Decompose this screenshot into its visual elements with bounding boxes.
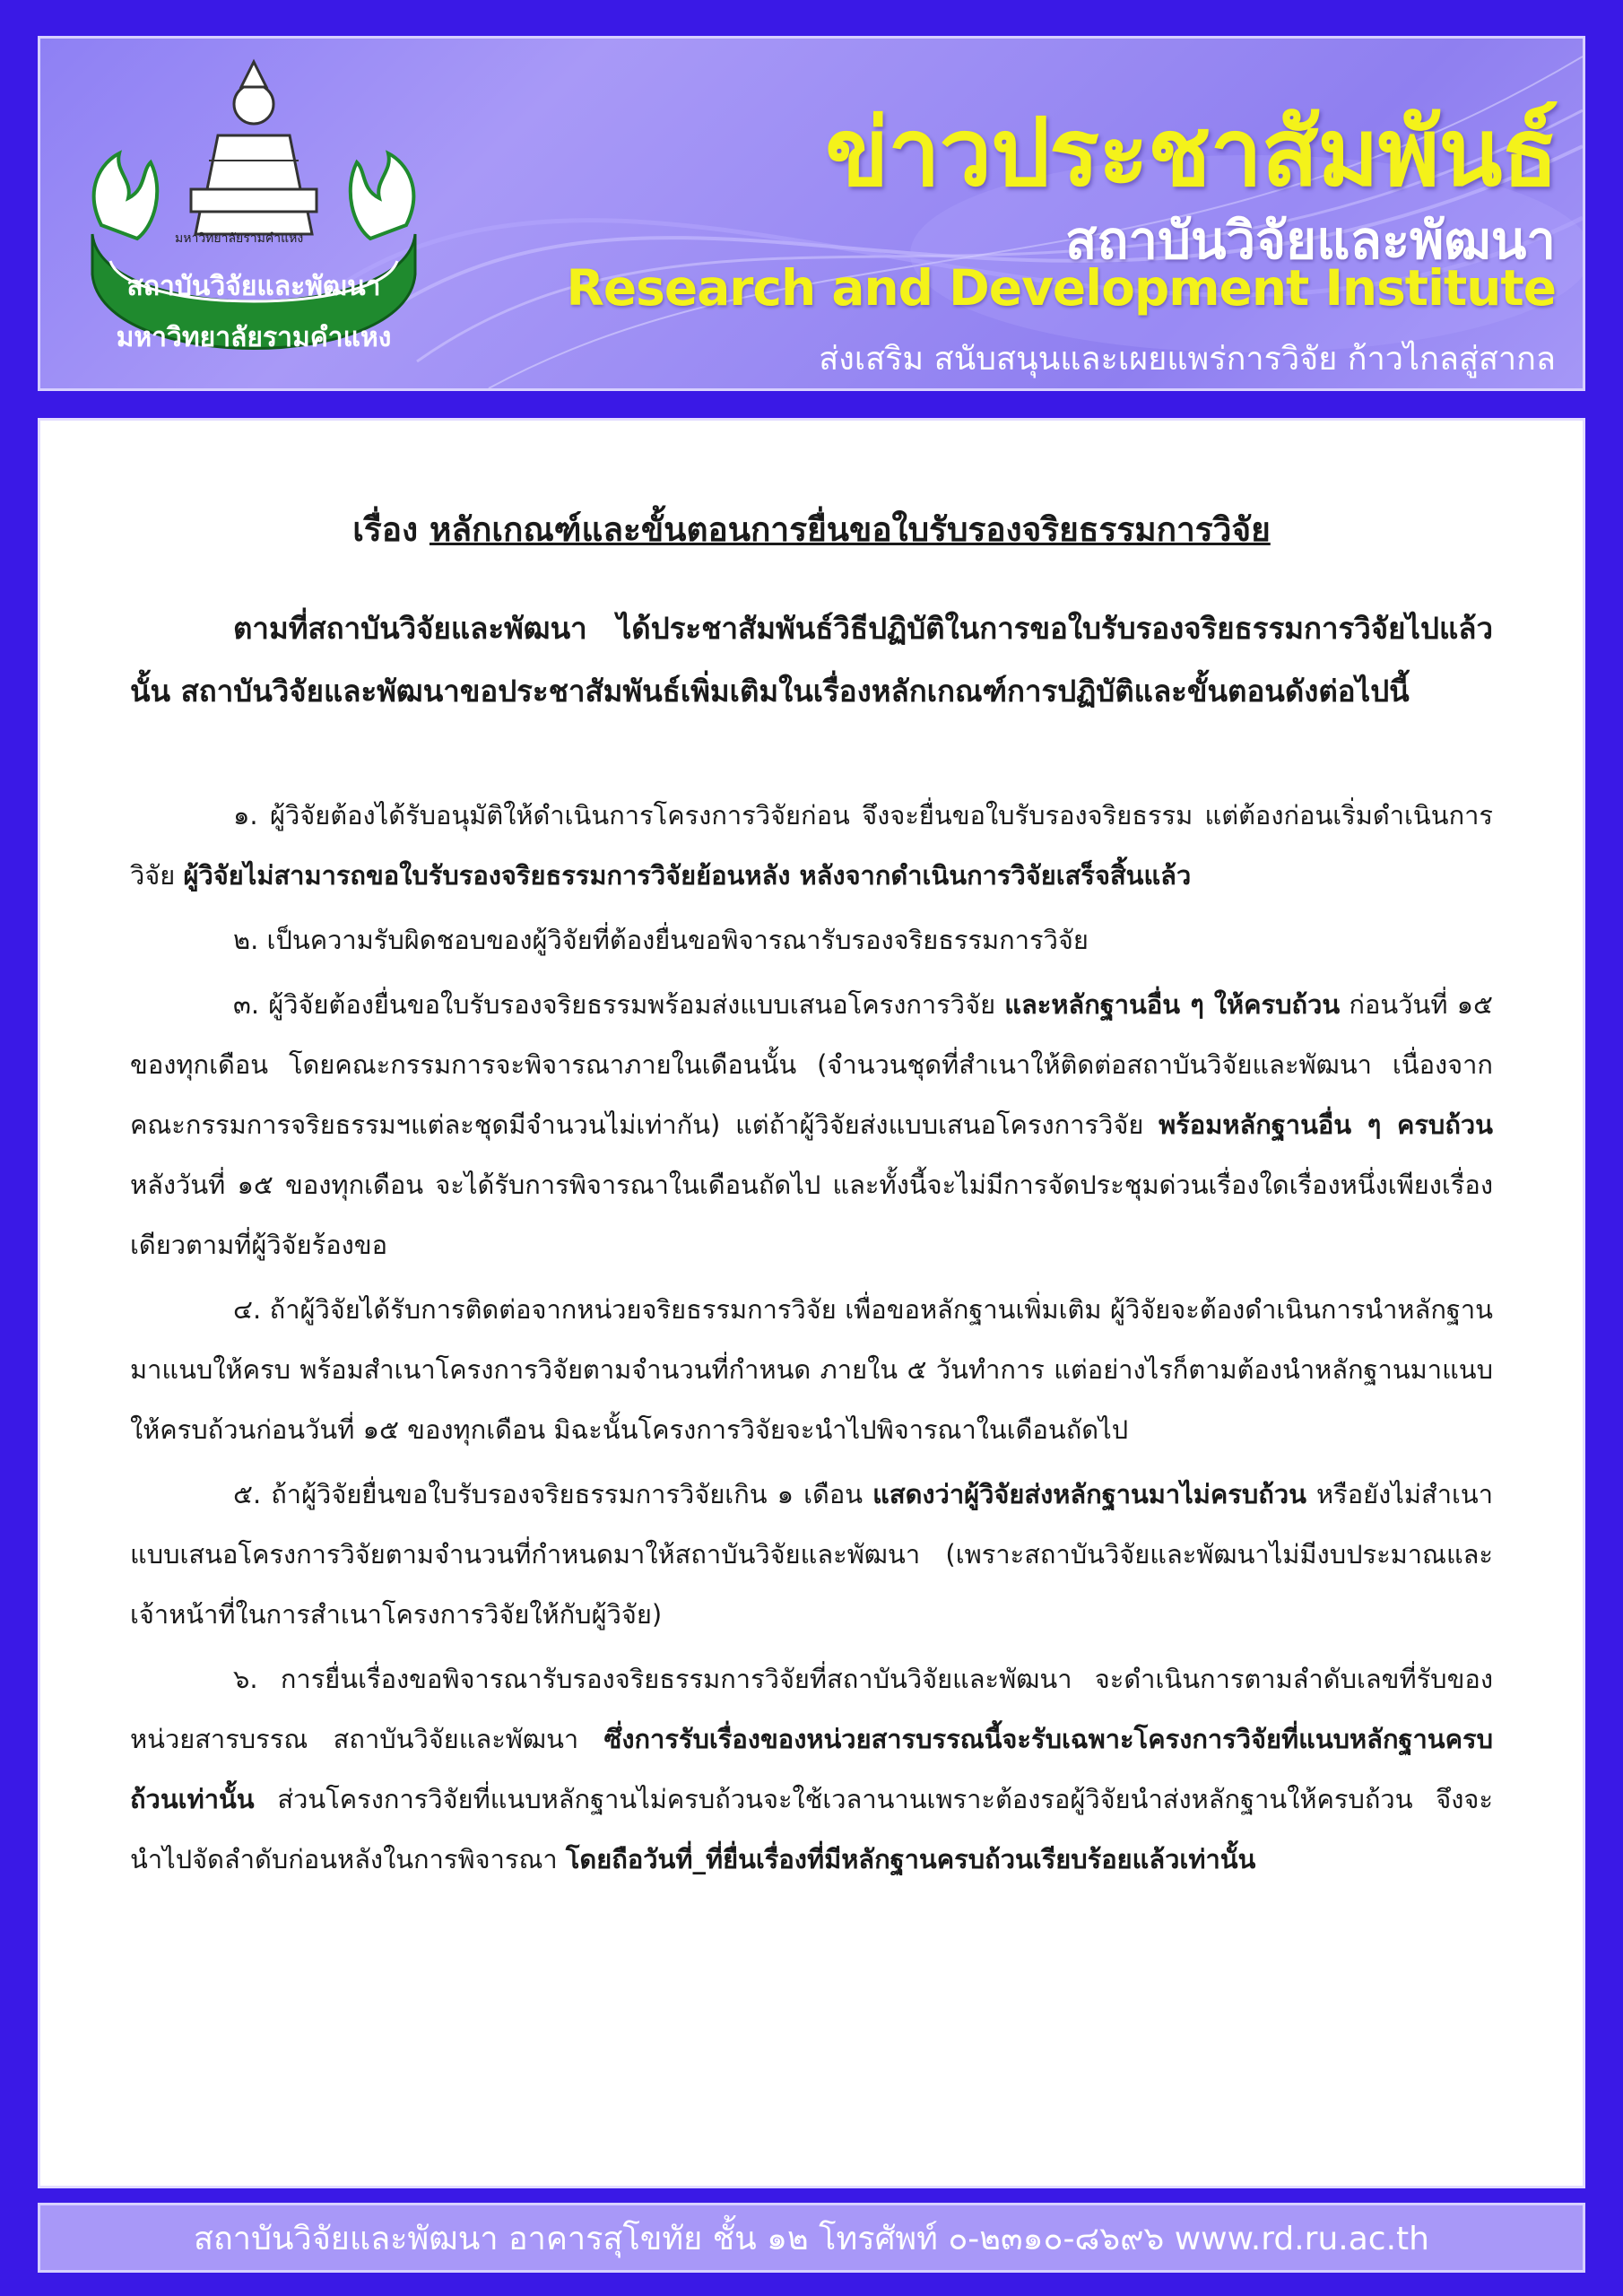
rule-item-6: ๖. การยื่นเรื่องขอพิจารณารับรองจริยธรรมการวิจัยที่สถาบันวิจัยและพัฒนา จะดำเนินการตามลำดับเลขที่รับของหน่วยสารบรรณ สถาบันวิจัยและพัฒนา ซึ่งการรับเรื่องของหน่วยสารบรรณนี้จะรับเฉพาะโครงการวิจัยที่แนบหลักฐานครบถ้วนเท่านั้น ส่วนโครงการวิจัยที่แนบหลักฐานไม่ครบถ้วนจะใช้เวลานานเพราะต้องรอผู้วิจัยนำส่งหลักฐานให้ครบถ้วน จึงจะนำไปจัดลำดับก่อนหลังในการพิจารณา โดยถือวันที่_ที่ยื่นเรื่องที่มีหลักฐานครบถ้วนเรียบร้อยแล้วเท่านั้น <box>130 1664 1493 1874</box>
rule-item-1: ๑. ผู้วิจัยต้องได้รับอนุมัติให้ดำเนินการโครงการวิจัยก่อน จึงจะยื่นขอใบรับรองจริยธรรม แต่ต้องก่อนเริ่มดำเนินการวิจัย ผู้วิจัยไม่สามารถขอใบรับรองจริยธรรมการวิจัยย้อนหลัง หลังจากดำเนินการวิจัยเสร็จสิ้นแล้ว <box>130 800 1493 891</box>
document-body <box>38 418 1585 2188</box>
document-title <box>130 503 1493 556</box>
rule-item-2: ๒. เป็นความรับผิดชอบของผู้วิจัยที่ต้องยื่นขอพิจารณารับรองจริยธรรมการวิจัย <box>233 925 1089 955</box>
banner-slogan: ส่งเสริม สนับสนุนและเผยแพร่การวิจัย ก้าวไกลสู่สากล <box>819 341 1556 378</box>
logo-ribbon-text-2: มหาวิทยาลัยรามคำแหง <box>116 322 392 353</box>
footer-contact-text: สถาบันวิจัยและพัฒนา อาคารสุโขทัย ชั้น ๑๒ โทรศัพท์ ๐-๒๓๑๐-๘๖๙๖ www.rd.ru.ac.th <box>194 2220 1429 2257</box>
header-banner <box>38 36 1585 391</box>
logo-ribbon-text-1: สถาบันวิจัยและพัฒนา <box>126 271 381 302</box>
university-emblem-icon <box>65 55 442 387</box>
rule-item-4: ๔. ถ้าผู้วิจัยได้รับการติดต่อจากหน่วยจริยธรรมการวิจัย เพื่อขอหลักฐานเพิ่มเติม ผู้วิจัยจะต้องดำเนินการนำหลักฐานมาแนบให้ครบ พร้อมสำเนาโครงการวิจัยตามจำนวนที่กำหนด ภายใน ๕ วันทำการ แต่อย่างไรก็ตามต้องนำหลักฐานมาแนบให้ครบถ้วนก่อนวันที่ ๑๕ ของทุกเดือน มิฉะนั้นโครงการวิจัยจะนำไปพิจารณาในเดือนถัดไป <box>130 1294 1493 1445</box>
banner-subtitle-th: สถาบันวิจัยและพัฒนา <box>1064 210 1556 271</box>
banner-title: ข่าวประชาสัมพันธ์ <box>825 98 1558 207</box>
intro-paragraph: ตามที่สถาบันวิจัยและพัฒนา ได้ประชาสัมพันธ์วิธีปฏิบัติในการขอใบรับรองจริยธรรมการวิจัยไปแล้วนั้น สถาบันวิจัยและพัฒนาขอประชาสัมพันธ์เพิ่มเติมในเรื่องหลักเกณฑ์การปฏิบัติและขั้นตอนดังต่อไปนี้ <box>130 611 1493 709</box>
document-title-text: หลักเกณฑ์และขั้นตอนการยื่นขอใบรับรองจริยธรรมการวิจัย <box>429 510 1271 549</box>
document-title-prefix: เรื่อง <box>352 510 419 549</box>
rule-item-3: ๓. ผู้วิจัยต้องยื่นขอใบรับรองจริยธรรมพร้อมส่งแบบเสนอโครงการวิจัย และหลักฐานอื่น ๆ ให้ครบถ้วน ก่อนวันที่ ๑๕ ของทุกเดือน โดยคณะกรรมการจะพิจารณาภายในเดือนนั้น (จำนวนชุดที่สำเนาให้ติดต่อสถาบันวิจัยและพัฒนา เนื่องจากคณะกรรมการจริยธรรมฯแต่ละชุดมีจำนวนไม่เท่ากัน) แต่ถ้าผู้วิจัยส่งแบบเสนอโครงการวิจัย พร้อมหลักฐานอื่น ๆ ครบถ้วน หลังวันที่ ๑๕ ของทุกเดือน จะได้รับการพิจารณาในเดือนถัดไป และทั้งนี้จะไม่มีการจัดประชุมด่วนเรื่องใดเรื่องหนึ่งเพียงเรื่องเดียวตามที่ผู้วิจัยร้องขอ <box>130 989 1493 1260</box>
footer-bar <box>38 2203 1585 2273</box>
logo-caption: มหาวิทยาลัยรามคำแหง <box>175 231 304 246</box>
rule-item-5: ๕. ถ้าผู้วิจัยยื่นขอใบรับรองจริยธรรมการวิจัยเกิน ๑ เดือน แสดงว่าผู้วิจัยส่งหลักฐานมาไม่ครบถ้วน หรือยังไม่สำเนาแบบเสนอโครงการวิจัยตามจำนวนที่กำหนดมาให้สถาบันวิจัยและพัฒนา (เพราะสถาบันวิจัยและพัฒนาไม่มีงบประมาณและเจ้าหน้าที่ในการสำเนาโครงการวิจัยให้กับผู้วิจัย) <box>130 1479 1493 1630</box>
banner-subtitle-en: Research and Development Institute <box>566 259 1556 317</box>
